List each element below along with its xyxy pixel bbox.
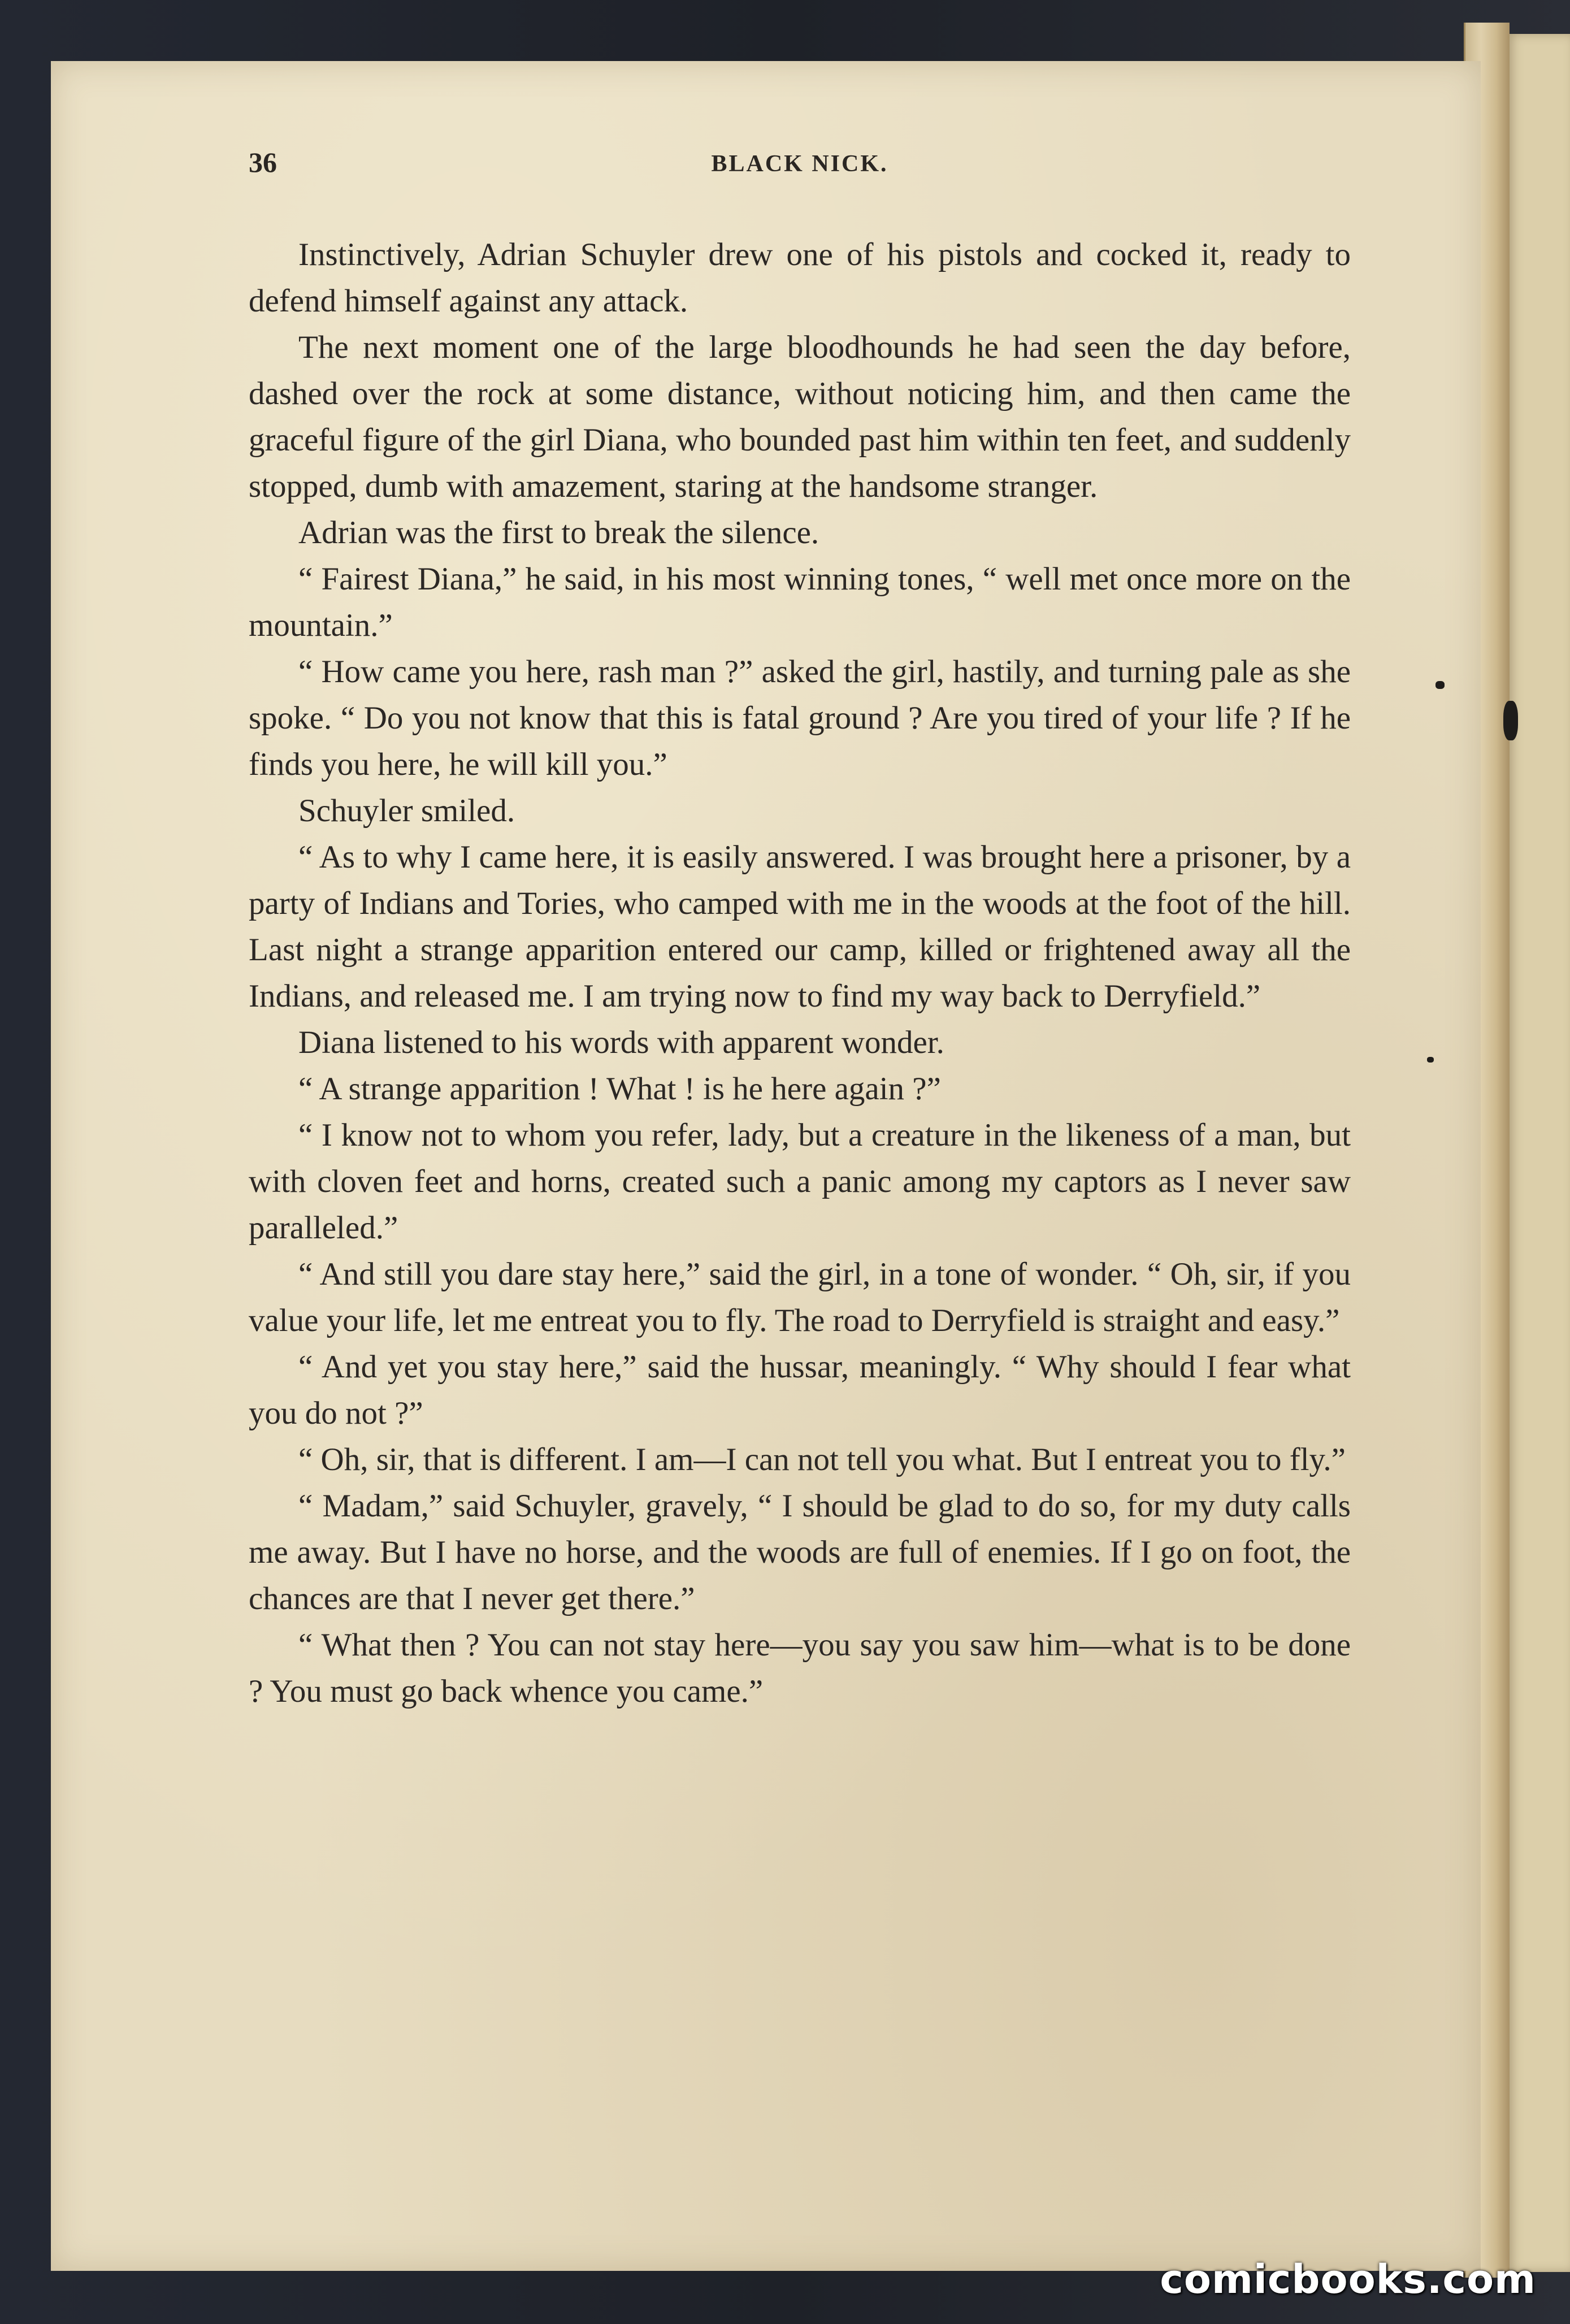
paragraph: “ A strange apparition ! What ! is he here again ?” <box>298 1071 941 1107</box>
paragraph: Adrian was the first to break the silence. <box>298 515 819 550</box>
paragraph: “ How came you here, rash man ?” asked the girl, hastily, and turning pale as she spoke. “ Do you not know that this is fatal ground ? Are you tired of your life ? If he finds you here, he will kill you.” <box>249 654 1351 782</box>
ink-blot <box>1503 701 1518 740</box>
watermark: comicbooks.com <box>1160 2256 1536 2303</box>
ink-speck <box>1427 1057 1434 1063</box>
paragraph: Schuyler smiled. <box>298 793 515 829</box>
paragraph: Instinctively, Adrian Schuyler drew one of his pistols and cocked it, ready to defend himself against any attack. <box>249 237 1351 319</box>
paragraph: “ And still you dare stay here,” said the girl, in a tone of wonder. “ Oh, sir, if you value your life, let me entreat you to fly. The road to Derryfield is straight and easy.” <box>249 1256 1351 1338</box>
paragraph: “ I know not to whom you refer, lady, but a creature in the likeness of a man, but with cloven feet and horns, created such a panic among my captors as I never saw paralleled.” <box>249 1117 1351 1246</box>
running-head: BLACK NICK. <box>711 151 888 177</box>
paragraph: “ Fairest Diana,” he said, in his most winning tones, “ well met once more on the mountain.” <box>249 561 1351 643</box>
paragraph: “ As to why I came here, it is easily answered. I was brought here a prisoner, by a party of Indians and Tories, who camped with me in the woods at the foot of the hill. Last night a strange apparition entered our camp, killed or frightened away all the Indians, and released me. I am trying now to find my way back to Derryfield.” <box>249 839 1351 1014</box>
paragraph: “ And yet you stay here,” said the hussar, meaningly. “ Why should I fear what you do not ?” <box>249 1349 1351 1431</box>
paragraph: “ What then ? You can not stay here—you say you saw him—what is to be done ? You must go back whence you came.” <box>249 1627 1351 1709</box>
body-text <box>249 232 1351 1715</box>
page-header <box>249 146 1351 191</box>
paragraph: “ Oh, sir, that is different. I am—I can not tell you what. But I entreat you to fly.” <box>298 1442 1346 1477</box>
facing-page-edge <box>1508 34 1570 2272</box>
paragraph: The next moment one of the large bloodhounds he had seen the day before, dashed over the rock at some distance, without noticing him, and then came the graceful figure of the girl Diana, who bounded past him within ten feet, and suddenly stopped, dumb with amazement, staring at the handsome stranger. <box>249 329 1351 504</box>
paragraph: Diana listened to his words with apparent wonder. <box>298 1025 944 1060</box>
ink-speck <box>1435 681 1445 689</box>
paragraph: “ Madam,” said Schuyler, gravely, “ I should be glad to do so, for my duty calls me away. But I have no horse, and the woods are full of enemies. If I go on foot, the chances are that I never get there.” <box>249 1488 1351 1616</box>
page-number: 36 <box>249 146 277 178</box>
